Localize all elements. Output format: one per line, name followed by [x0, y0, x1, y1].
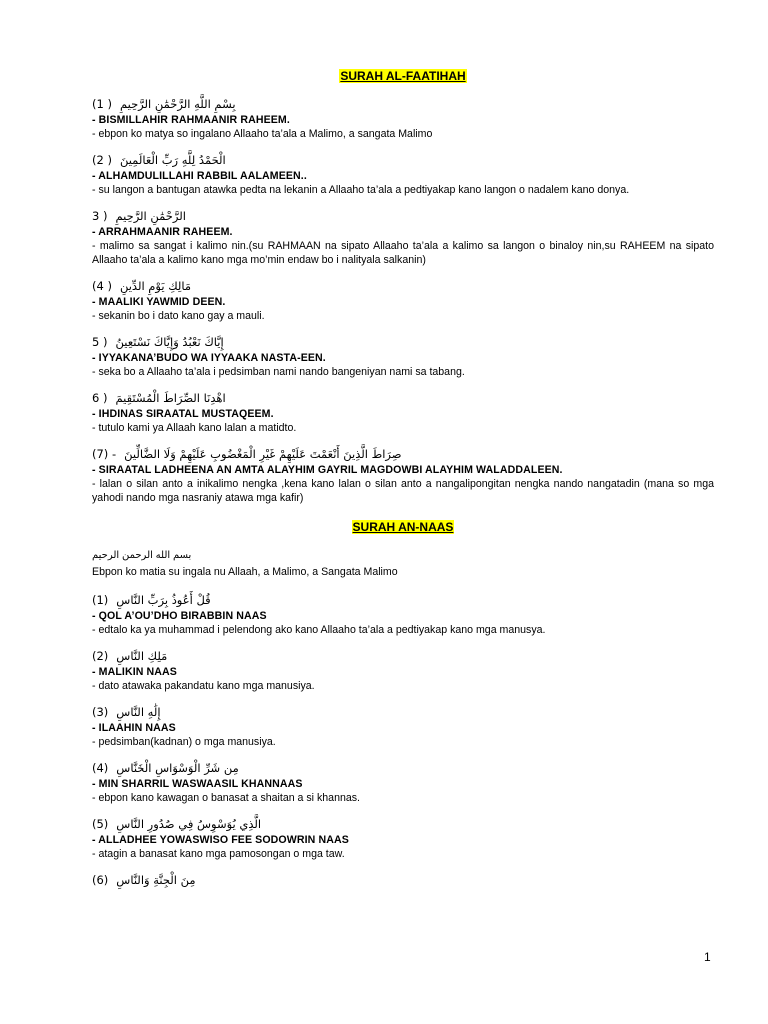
- verse-block: [92, 278, 714, 323]
- verse-arabic-line: [92, 152, 714, 169]
- verse-number: 3 ): [92, 209, 108, 223]
- verse-arabic: إِلَٰهِ النَّاسِ: [116, 705, 161, 719]
- verse-arabic-line: [92, 390, 714, 407]
- verse-transliteration: - ARRAHMAANIR RAHEEM.: [92, 226, 233, 238]
- verse-arabic: قُلْ أَعُوذُ بِرَبِّ النَّاسِ: [116, 593, 211, 607]
- verse-block: [92, 816, 714, 861]
- verse-block: [92, 872, 714, 889]
- verse-block: [92, 648, 714, 693]
- verse-arabic-line: [92, 648, 714, 665]
- verse-meaning: - edtalo ka ya muhammad i pelendong ako kano Allaaho ta’ala a pedtiyakap kano mga manusya.: [92, 624, 546, 636]
- verse-transliteration: - BISMILLAHIR RAHMAANIR RAHEEM.: [92, 114, 290, 126]
- verse-arabic: الرَّحْمَٰنِ الرَّحِيمِ: [115, 209, 186, 223]
- verse-number: (7) -: [92, 447, 117, 461]
- verse-arabic-line: [92, 334, 714, 351]
- verse-block: [92, 446, 714, 505]
- verse-meaning: - seka bo a Allaaho ta’ala i pedsimban nami nando bangeniyan nami sa tabang.: [92, 366, 465, 378]
- verse-transliteration: - ILAAHIN NAAS: [92, 722, 176, 734]
- verse-arabic-line: [92, 592, 714, 609]
- surah-naas-title: SURAH AN-NAAS: [352, 520, 454, 534]
- verse-transliteration: - ALLADHEE YOWASWISO FEE SODOWRIN NAAS: [92, 834, 349, 846]
- naas-intro: [92, 545, 714, 580]
- verse-block: [92, 152, 714, 197]
- verse-arabic: بِسْمِ اللَّهِ الرَّحْمَٰنِ الرَّحِيمِ: [119, 97, 236, 111]
- verse-arabic: صِرَاطَ الَّذِينَ أَنْعَمْتَ عَلَيْهِمْ غَيْرِ الْمَغْضُوبِ عَلَيْهِمْ وَلَا الضَّالِّينَ: [124, 447, 402, 461]
- verse-number: (1 ): [92, 97, 112, 111]
- surah-faatihah-title: SURAH AL-FAATIHAH: [340, 69, 466, 83]
- verse-arabic: الَّذِي يُوَسْوِسُ فِي صُدُورِ النَّاسِ: [116, 817, 262, 831]
- verse-number: (5): [92, 817, 109, 831]
- verse-block: [92, 96, 714, 141]
- verse-transliteration: - QOL A’OU’DHO BIRABBIN NAAS: [92, 610, 267, 622]
- verse-transliteration: - IYYAKANA’BUDO WA IYYAAKA NASTA-EEN.: [92, 352, 326, 364]
- verse-arabic-line: [92, 208, 714, 225]
- verse-meaning: - tutulo kami ya Allaah kano lalan a matidto.: [92, 422, 297, 434]
- verse-meaning: - dato atawaka pakandatu kano mga manusiya.: [92, 680, 315, 692]
- verse-meaning: - atagin a banasat kano mga pamosongan o mga taw.: [92, 848, 345, 860]
- verse-arabic: مِن شَرِّ الْوَسْوَاسِ الْخَنَّاسِ: [116, 761, 239, 775]
- basmala-text: بسم الله الرحمن الرحيم: [92, 550, 192, 561]
- verse-arabic-line: [92, 872, 714, 889]
- verse-arabic: مَلِكِ النَّاسِ: [116, 649, 168, 663]
- verse-block: [92, 704, 714, 749]
- verse-number: (1): [92, 593, 109, 607]
- verse-arabic: الْحَمْدُ لِلَّهِ رَبِّ الْعَالَمِينَ: [119, 153, 226, 167]
- verse-meaning: - lalan o silan anto a inikalimo nengka ,kena kano lalan o silan anto a nangalipongitan nengka nando nangatadin (mana so mga yahodi nando mga nasraniy atawa mga kafir): [92, 478, 714, 504]
- verse-block: [92, 760, 714, 805]
- verse-block: [92, 592, 714, 637]
- verse-number: (2 ): [92, 153, 112, 167]
- verse-number: 6 ): [92, 391, 108, 405]
- faatihah-verses: [92, 96, 714, 505]
- verse-block: [92, 334, 714, 379]
- verse-number: (2): [92, 649, 109, 663]
- verse-arabic-line: [92, 96, 714, 113]
- verse-number: (3): [92, 705, 109, 719]
- verse-arabic-line: [92, 760, 714, 777]
- verse-transliteration: - MALIKIN NAAS: [92, 666, 177, 678]
- verse-arabic: إِيَّاكَ نَعْبُدُ وَإِيَّاكَ نَسْتَعِينُ: [115, 335, 224, 349]
- verse-meaning: - su langon a bantugan atawka pedta na lekanin a Allaaho ta’ala a pedtiyakap kano langon o nadalem kano donya.: [92, 184, 630, 196]
- verse-meaning: - ebpon ko matya so ingalano Allaaho ta’ala a Malimo, a sangata Malimo: [92, 128, 433, 140]
- verse-transliteration: - MAALIKI YAWMID DEEN.: [92, 296, 226, 308]
- verse-meaning: - ebpon kano kawagan o banasat a shaitan a si khannas.: [92, 792, 360, 804]
- verse-transliteration: - ALHAMDULILLAHI RABBIL AALAMEEN..: [92, 170, 307, 182]
- verse-meaning: - pedsimban(kadnan) o mga manusiya.: [92, 736, 276, 748]
- verse-transliteration: - SIRAATAL LADHEENA AN AMTA ALAYHIM GAYRIL MAGDOWBI ALAYHIM WALADDALEEN.: [92, 464, 563, 476]
- verse-number: (4): [92, 761, 109, 775]
- verse-number: (4 ): [92, 279, 112, 293]
- verse-arabic: اهْدِنَا الصِّرَاطَ الْمُسْتَقِيمَ: [115, 391, 226, 405]
- verse-arabic: مَالِكِ يَوْمِ الدِّينِ: [119, 279, 192, 293]
- verse-block: [92, 390, 714, 435]
- page-number: 1: [704, 950, 711, 964]
- verse-meaning: - malimo sa sangat i kalimo nin.(su RAHMAAN na sipato Allaaho ta’ala a kalimo sa langon o binaloy nin,su RAHEEM na sipato Allaaho ta’ala a kalimo kano mga mo’min endaw bo i nalityala salkanin): [92, 240, 714, 266]
- naas-intro-text: Ebpon ko matia su ingala nu Allaah, a Malimo, a Sangata Malimo: [92, 566, 398, 578]
- naas-verses: [92, 592, 714, 889]
- verse-transliteration: - MIN SHARRIL WASWAASIL KHANNAAS: [92, 778, 303, 790]
- verse-arabic-line: [92, 816, 714, 833]
- verse-transliteration: - IHDINAS SIRAATAL MUSTAQEEM.: [92, 408, 274, 420]
- verse-arabic: مِنَ الْجِنَّةِ وَالنَّاسِ: [116, 873, 196, 887]
- verse-arabic-line: [92, 446, 714, 463]
- verse-number: 5 ): [92, 335, 108, 349]
- verse-meaning: - sekanin bo i dato kano gay a mauli.: [92, 310, 265, 322]
- verse-number: (6): [92, 873, 109, 887]
- verse-block: [92, 208, 714, 267]
- verse-arabic-line: [92, 278, 714, 295]
- verse-arabic-line: [92, 704, 714, 721]
- document-page: [92, 68, 714, 900]
